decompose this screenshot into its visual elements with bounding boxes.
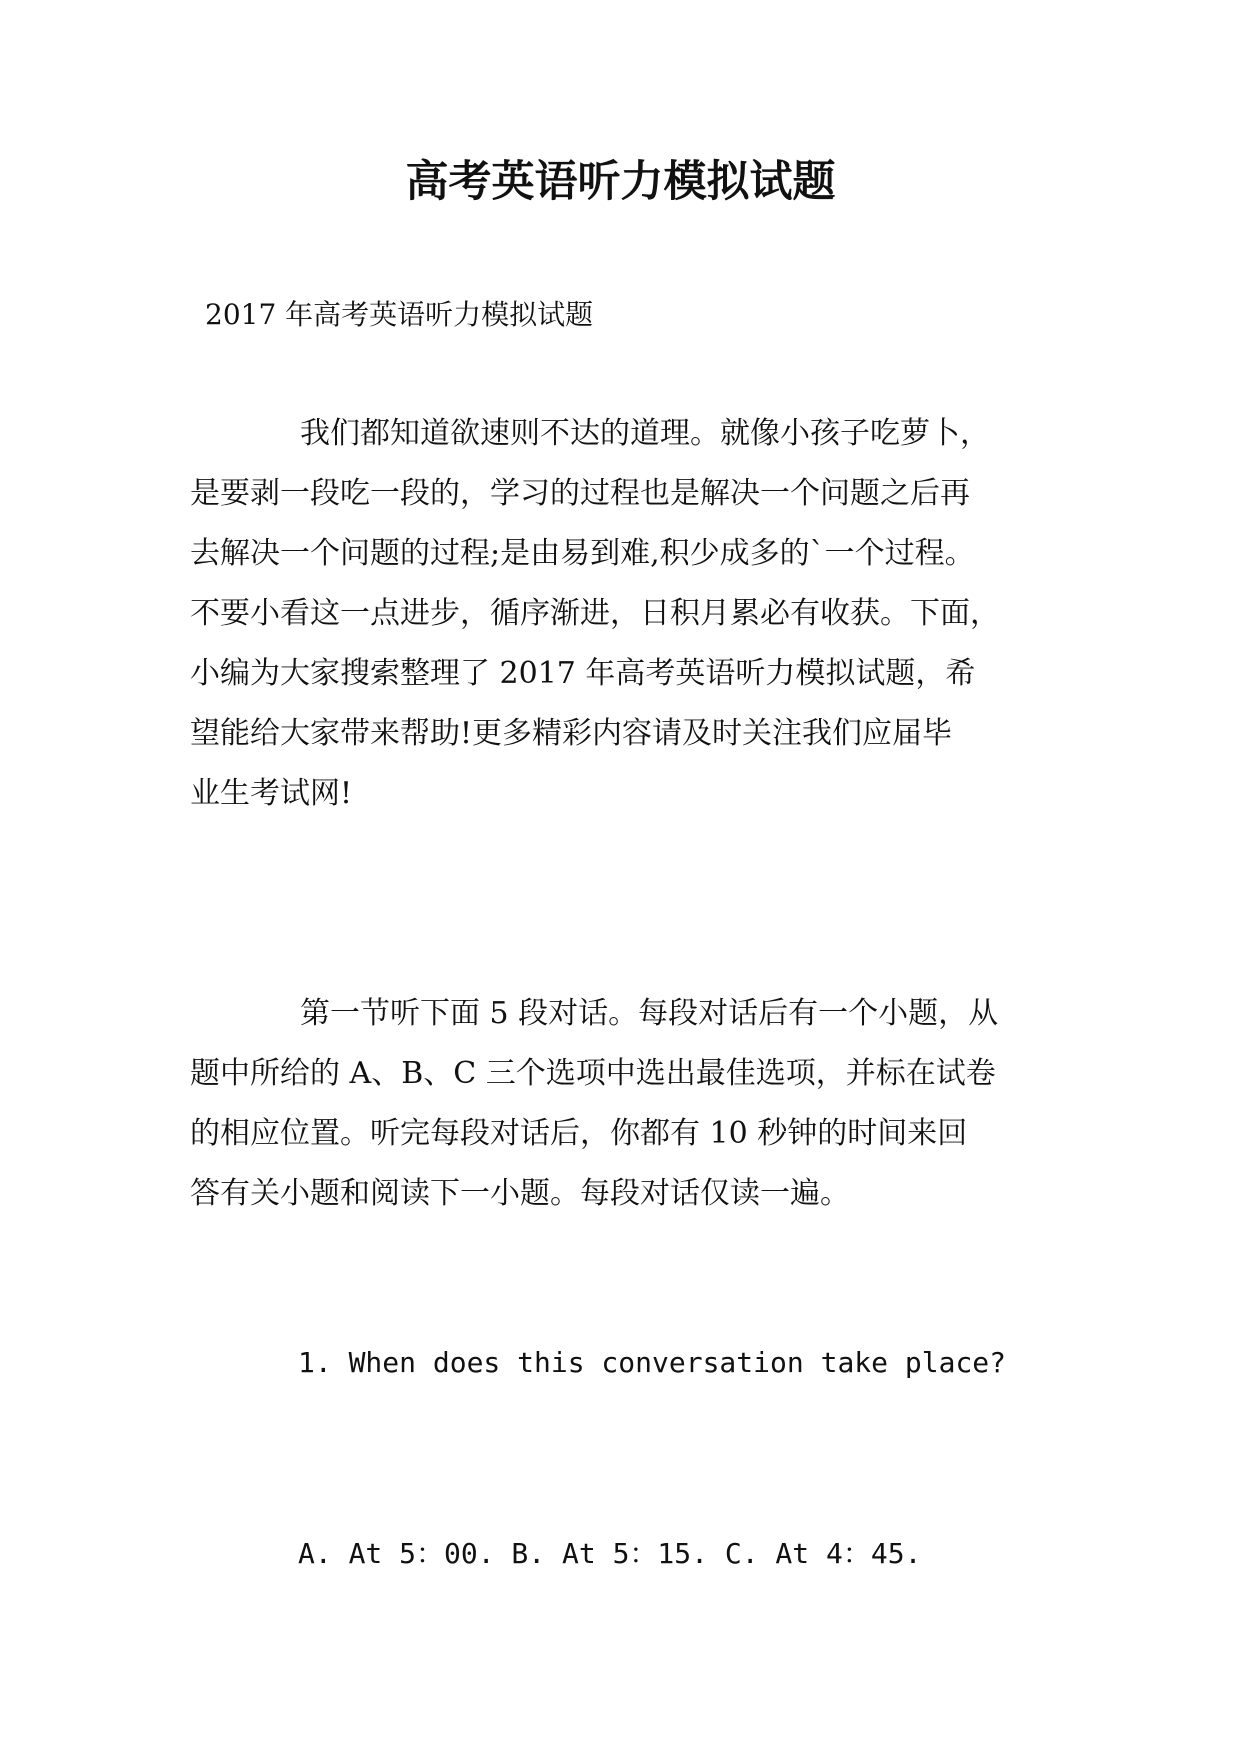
section-instructions (190, 984, 1070, 1224)
instruction-line: 第一节听下面 5 段对话。每段对话后有一个小题，从 (300, 996, 999, 1031)
document-title: 高考英语听力模拟试题 (405, 157, 836, 207)
intro-line: 去解决一个问题的过程;是由易到难,积少成多的`一个过程。 (190, 536, 975, 571)
document-subtitle: 2017 年高考英语听力模拟试题 (205, 298, 594, 331)
question-1-options: A. At 5：00. B. At 5：15. C. At 4：45. (298, 1537, 922, 1570)
intro-line: 业生考试网! (190, 776, 353, 811)
intro-line: 我们都知道欲速则不达的道理。就像小孩子吃萝卜， (300, 416, 990, 451)
intro-line: 不要小看这一点进步，循序渐进，日积月累必有收获。下面， (190, 596, 1000, 631)
intro-line: 是要剥一段吃一段的，学习的过程也是解决一个问题之后再 (190, 476, 970, 511)
question-1: 1. When does this conversation take place? (298, 1346, 1007, 1379)
intro-paragraph (190, 404, 1070, 824)
intro-line: 望能给大家带来帮助!更多精彩内容请及时关注我们应届毕 (190, 716, 953, 751)
instruction-line: 的相应位置。听完每段对话后，你都有 10 秒钟的时间来回 (190, 1116, 968, 1151)
intro-line: 小编为大家搜索整理了 2017 年高考英语听力模拟试题，希 (190, 656, 976, 691)
instruction-line: 答有关小题和阅读下一小题。每段对话仅读一遍。 (190, 1176, 850, 1211)
instruction-line: 题中所给的 A、B、C 三个选项中选出最佳选项，并标在试卷 (190, 1056, 996, 1091)
